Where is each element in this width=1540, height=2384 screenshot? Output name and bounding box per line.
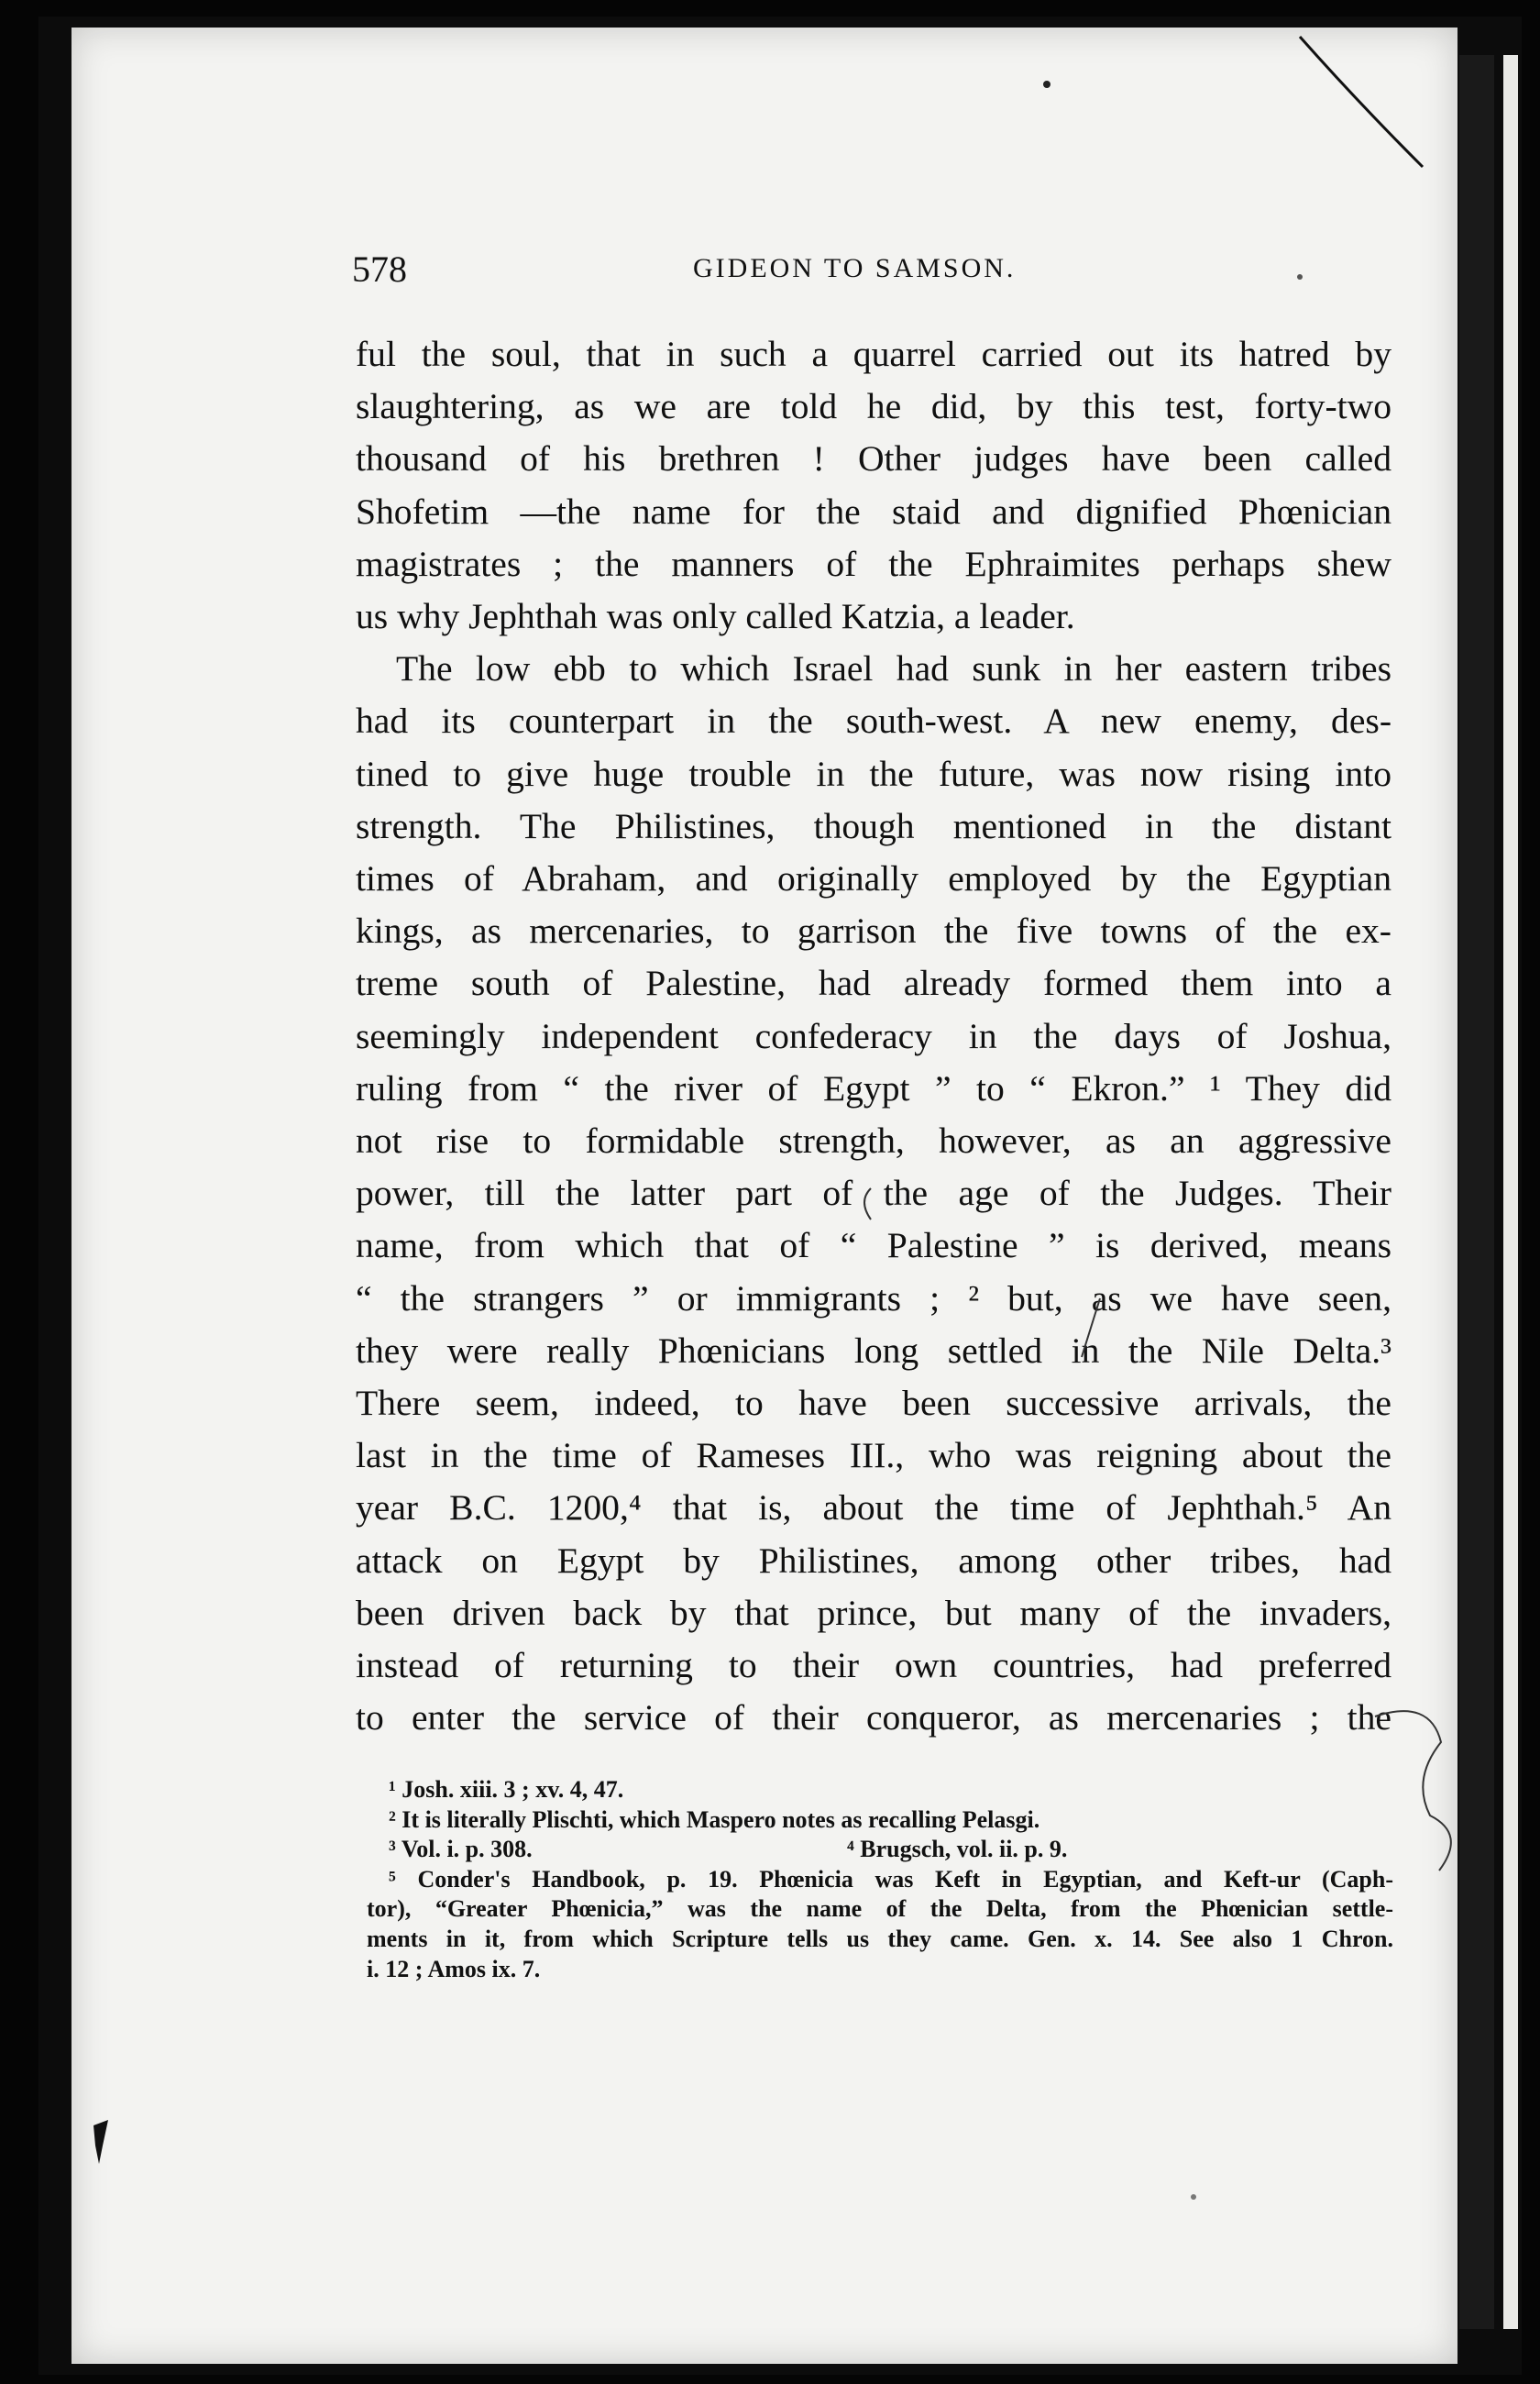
adjacent-page-edge: [1503, 55, 1518, 2329]
footnote-4: ⁴ Brugsch, vol. ii. p. 9.: [847, 1836, 1068, 1863]
footnote-row: [367, 1835, 1393, 1865]
body-line: “ the strangers ” or immigrants ; ² but, as we have seen,: [356, 1277, 1392, 1319]
body-line: been driven back by that prince, but many of the invaders,: [356, 1592, 1392, 1633]
body-line: instead of returning to their own countries, had preferred: [356, 1645, 1392, 1686]
body-line: thousand of his brethren ! Other judges have been called: [356, 438, 1392, 480]
footnote-5-line: i. 12 ; Amos ix. 7.: [367, 1955, 541, 1982]
footnote-3: ³ Vol. i. p. 308.: [389, 1836, 533, 1863]
body-line: ruling from “ the river of Egypt ” to “ Ekron.” ¹ They did: [356, 1067, 1392, 1109]
footnote-1: ¹ Josh. xiii. 3 ; xv. 4, 47.: [389, 1776, 624, 1803]
body-line: times of Abraham, and originally employed by the Egyptian: [356, 858, 1392, 900]
body-line: to enter the service of their conqueror, as mercenaries ; the: [356, 1697, 1392, 1738]
footnote-5-line: tor), “Greater Phœnicia,” was the name of the Delta, from the Phœnician settle-: [367, 1895, 1393, 1923]
footnote-5-line: ments in it, from which Scripture tells us they came. Gen. x. 14. See also 1 Chron.: [367, 1925, 1393, 1952]
body-line: attack on Egypt by Philistines, among other tribes, had: [356, 1540, 1392, 1581]
body-text: [356, 328, 1392, 1744]
page-gutter-shadow: [1459, 55, 1494, 2329]
body-line: tined to give huge trouble in the future, was now rising into: [356, 753, 1392, 794]
running-title: GIDEON TO SAMSON.: [693, 253, 1017, 283]
footnotes: [367, 1775, 1393, 1984]
body-line: magistrates ; the manners of the Ephraimites perhaps shew: [356, 543, 1392, 584]
body-line: The low ebb to which Israel had sunk in her eastern tribes: [396, 648, 1392, 690]
body-line: they were really Phœnicians long settled in the Nile Delta.³: [356, 1330, 1392, 1371]
body-line: There seem, indeed, to have been successive arrivals, the: [356, 1383, 1392, 1424]
page-number: 578: [352, 248, 407, 290]
body-line: ful the soul, that in such a quarrel carried out its hatred by: [356, 334, 1392, 374]
body-line: last in the time of Rameses III., who was reigning about the: [356, 1435, 1392, 1476]
body-line: seemingly independent confederacy in the days of Joshua,: [356, 1015, 1392, 1056]
body-line: us why Jephthah was only called Katzia, a leader.: [356, 596, 1075, 637]
body-line: not rise to formidable strength, however, as an aggressive: [356, 1120, 1392, 1162]
body-line: Shofetim —the name for the staid and dignified Phœnician: [356, 491, 1392, 532]
body-line: slaughtering, as we are told he did, by this test, forty-two: [356, 386, 1392, 427]
body-line: kings, as mercenaries, to garrison the five towns of the ex-: [356, 911, 1392, 952]
body-line: treme south of Palestine, had already formed them into a: [356, 963, 1392, 1004]
footnote-2: ² It is literally Plischti, which Maspero notes as recalling Pelasgi.: [389, 1805, 1040, 1833]
footnote-5-line: ⁵ Conder's Handbook, p. 19. Phœnicia was Keft in Egyptian, and Keft-ur (Caph-: [389, 1865, 1393, 1893]
body-line: name, from which that of “ Palestine ” is derived, means: [356, 1225, 1392, 1266]
body-line: power, till the latter part of the age of the Judges. Their: [356, 1173, 1392, 1214]
body-line: had its counterpart in the south-west. A new enemy, des-: [356, 701, 1392, 742]
body-line: strength. The Philistines, though mentioned in the distant: [356, 805, 1392, 846]
body-line: year B.C. 1200,⁴ that is, about the time of Jephthah.⁵ An: [356, 1487, 1392, 1529]
running-head: [352, 240, 1397, 295]
